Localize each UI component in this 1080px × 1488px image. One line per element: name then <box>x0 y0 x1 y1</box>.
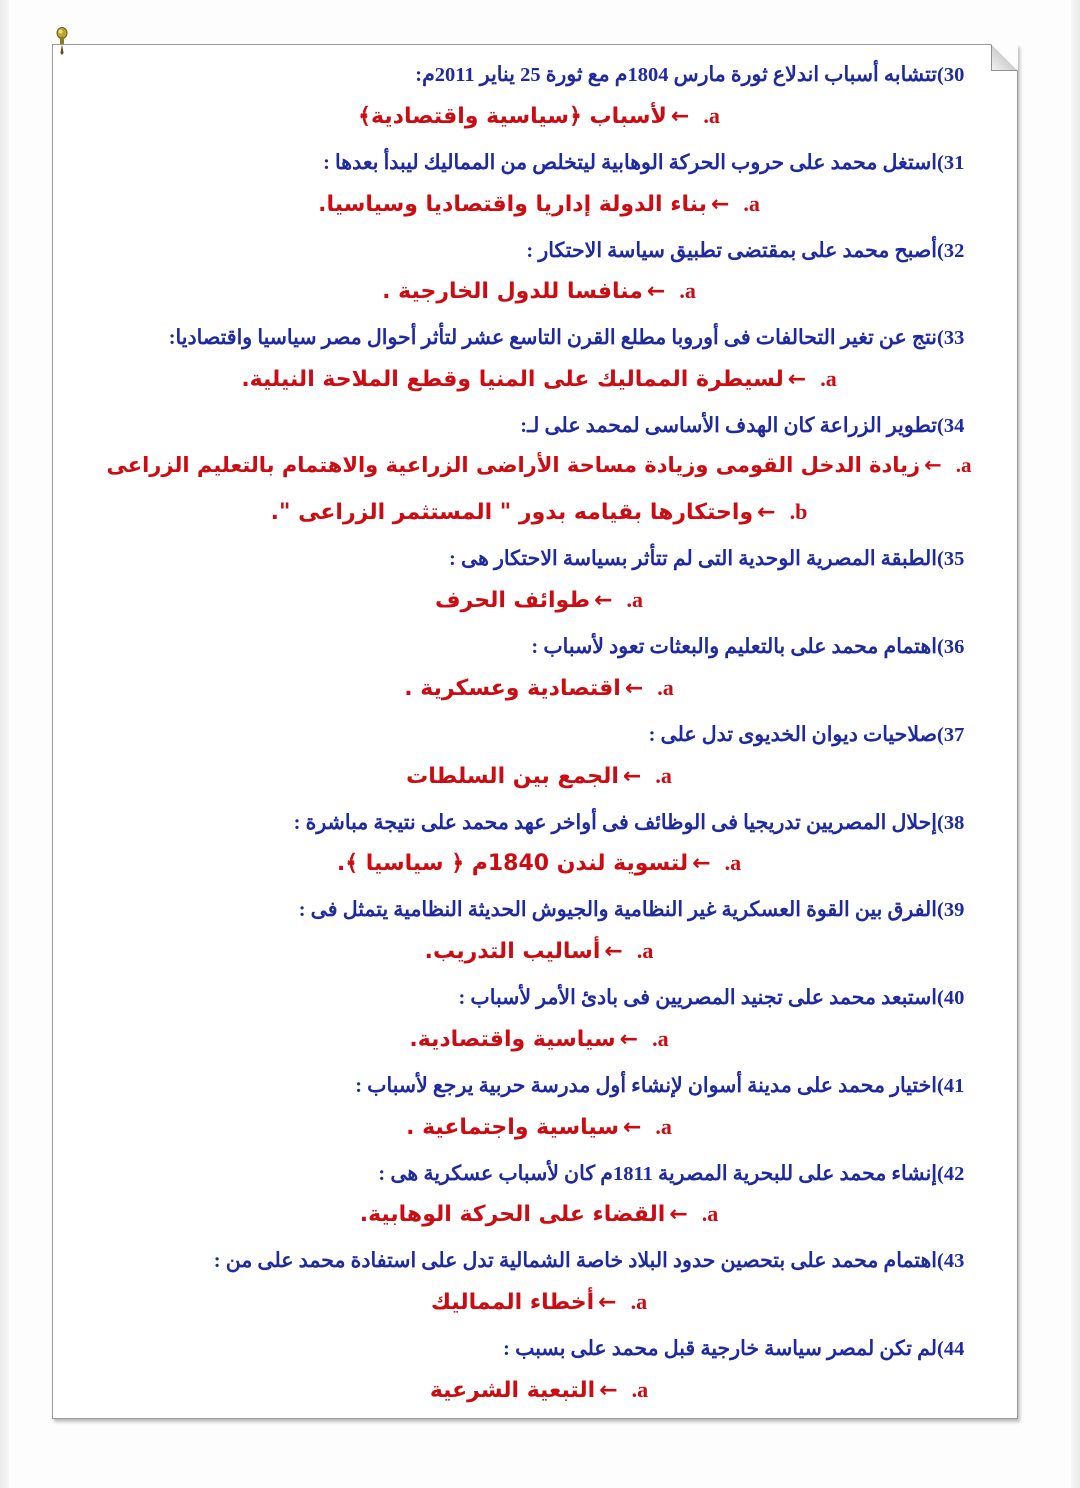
answer-line <box>83 1371 995 1413</box>
question-text: اختيار محمد على مدينة أسوان لإنشاء أول مدرسة حربية يرجع لأسباب : <box>355 1074 937 1097</box>
answer-line <box>83 97 995 139</box>
answer-text: الجمع بين السلطات <box>406 763 619 789</box>
answer-label: .a <box>636 938 654 964</box>
answer-text: سياسية واجتماعية . <box>406 1114 619 1140</box>
answer-label: .a <box>626 587 643 613</box>
question-text: إنشاء محمد على للبحرية المصرية 1811م كان لأسباب عسكرية هى : <box>378 1162 937 1185</box>
question-text: إحلال المصريين تدريجيا فى الوظائف فى أواخر عهد محمد على نتيجة مباشرة : <box>293 811 937 834</box>
question-number: (42 <box>937 1162 965 1185</box>
question-line <box>83 1331 995 1369</box>
answer-text: طوائف الحرف <box>434 588 591 614</box>
answer-label: .a <box>701 1201 719 1227</box>
answer-text: منافسا للدول الخارجية . <box>382 279 643 305</box>
answer-label: .a <box>703 102 720 128</box>
question-number: (32 <box>937 239 965 262</box>
answer-text: لأسباب ﴿سياسية واقتصادية﴾ <box>358 103 667 129</box>
question-block <box>83 1331 995 1413</box>
question-block <box>83 892 995 974</box>
arrow-icon: ← <box>710 191 730 217</box>
answer-label: .a <box>724 850 742 876</box>
question-number: (37 <box>937 723 965 746</box>
answer-label: .a <box>655 1113 672 1139</box>
answer-line <box>83 581 995 623</box>
question-line <box>83 717 995 755</box>
question-number: (35 <box>937 548 965 571</box>
answer-label: .a <box>955 452 972 477</box>
answer-line <box>83 360 995 402</box>
question-line <box>83 629 995 667</box>
answer-line <box>83 493 995 535</box>
answer-line <box>83 185 995 227</box>
answer-line <box>83 1195 995 1237</box>
answer-text: لتسوية لندن 1840م ﴿ سياسيا ﴾. <box>336 851 689 877</box>
arrow-icon: ← <box>594 588 613 614</box>
answer-label: .a <box>820 366 837 392</box>
question-block <box>83 541 995 623</box>
answer-text: لسيطرة المماليك على المنيا وقطع الملاحة النيلية. <box>241 367 784 393</box>
answer-text: اقتصادية وعسكرية . <box>404 675 621 701</box>
answer-text: بناء الدولة إداريا واقتصاديا وسياسيا. <box>318 191 707 217</box>
question-line <box>83 1243 995 1281</box>
question-text: استبعد محمد على تجنيد المصريين فى بادئ الأمر لأسباب : <box>458 987 937 1010</box>
question-line <box>83 57 995 95</box>
arrow-icon: ← <box>692 851 711 877</box>
answer-line <box>83 844 995 886</box>
question-block <box>83 320 995 402</box>
answer-text: أساليب التدريب. <box>424 939 601 965</box>
answer-text: زيادة الدخل القومى وزيادة مساحة الأراضى الزراعية والاهتمام بالتعليم الزراعى <box>106 452 921 477</box>
answer-label: .a <box>657 674 674 700</box>
question-text: الفرق بين القوة العسكرية غير النظامية والجيوش الحديثة النظامية يتمثل فى : <box>298 899 937 922</box>
arrow-icon: ← <box>787 367 807 393</box>
question-block <box>83 717 995 799</box>
answer-line <box>83 1283 995 1325</box>
question-line <box>83 892 995 930</box>
answer-label: .a <box>655 762 672 788</box>
answer-line <box>83 1020 995 1062</box>
question-text: استغل محمد على حروب الحركة الوهابية ليتخلص من المماليك ليبدأ بعدها : <box>323 151 937 174</box>
question-line <box>83 805 995 843</box>
arrow-icon: ← <box>670 103 690 129</box>
page-left-edge <box>0 0 9 1488</box>
question-text: تطوير الزراعة كان الهدف الأساسى لمحمد على لـ: <box>520 415 937 438</box>
question-block <box>83 1243 995 1325</box>
answer-text: القضاء على الحركة الوهابية. <box>359 1202 666 1228</box>
question-number: (44 <box>937 1338 965 1361</box>
answer-text: سياسية واقتصادية. <box>409 1026 616 1052</box>
arrow-icon: ← <box>924 452 942 477</box>
question-block <box>83 233 995 315</box>
questions-list <box>53 57 1017 1419</box>
arrow-icon: ← <box>757 500 776 526</box>
answer-line <box>83 272 995 314</box>
answer-label: .a <box>743 190 760 216</box>
thumbtack-icon <box>54 26 70 56</box>
question-line <box>83 1156 995 1194</box>
question-line <box>83 145 995 183</box>
answer-line <box>83 669 995 711</box>
question-block <box>83 980 995 1062</box>
question-line <box>83 980 995 1018</box>
answer-label: .a <box>679 278 696 304</box>
answer-label: .a <box>630 1289 648 1315</box>
answer-label: .a <box>631 1376 649 1402</box>
question-number: (31 <box>937 151 965 174</box>
answer-line <box>83 448 995 488</box>
answer-label: .a <box>652 1025 669 1051</box>
question-number: (30 <box>937 64 965 86</box>
answer-label: .b <box>789 499 808 525</box>
arrow-icon: ← <box>624 675 644 701</box>
answer-line <box>83 1108 995 1150</box>
question-text: الطبقة المصرية الوحدية التى لم تتأثر بسياسة الاحتكار هى : <box>449 548 937 571</box>
question-number: (38 <box>937 811 965 834</box>
question-number: (40 <box>937 987 965 1010</box>
question-line <box>83 320 995 358</box>
arrow-icon: ← <box>669 1202 688 1228</box>
question-number: (36 <box>937 636 965 659</box>
question-block <box>83 629 995 711</box>
question-text: لم تكن لمصر سياسة خارجية قبل محمد على بسبب : <box>503 1338 937 1361</box>
question-text: اهتمام محمد على بالتعليم والبعثات تعود لأسباب : <box>531 636 937 659</box>
answer-text: التبعية الشرعية <box>429 1377 596 1403</box>
question-number: (43 <box>937 1250 965 1273</box>
page-right-edge <box>1071 0 1080 1488</box>
arrow-icon: ← <box>622 1114 642 1140</box>
question-block <box>83 408 995 535</box>
worksheet-sheet <box>52 44 1018 1419</box>
question-text: اهتمام محمد على بتحصين حدود البلاد خاصة الشمالية تدل على استفادة محمد على من : <box>213 1250 937 1273</box>
question-text: تتشابه أسباب اندلاع ثورة مارس 1804م مع ثورة 25 يناير 2011م: <box>415 64 937 86</box>
question-number: (33 <box>937 327 965 350</box>
question-block <box>83 1156 995 1238</box>
arrow-icon: ← <box>599 1377 618 1403</box>
answer-line <box>83 757 995 799</box>
answer-line <box>83 932 995 974</box>
arrow-icon: ← <box>598 1290 617 1316</box>
question-block <box>83 57 995 139</box>
arrow-icon: ← <box>619 1026 639 1052</box>
question-line <box>83 408 995 446</box>
question-block <box>83 805 995 887</box>
question-line <box>83 233 995 271</box>
question-text: نتج عن تغير التحالفات فى أوروبا مطلع القرن التاسع عشر لتأثر أحوال مصر سياسيا واقتصاديا: <box>168 327 937 350</box>
question-line <box>83 541 995 579</box>
question-block <box>83 145 995 227</box>
question-number: (41 <box>937 1074 965 1097</box>
arrow-icon: ← <box>604 939 623 965</box>
question-line <box>83 1068 995 1106</box>
question-text: أصبح محمد على بمقتضى تطبيق سياسة الاحتكار : <box>526 239 937 262</box>
question-text: صلاحيات ديوان الخديوى تدل على : <box>648 723 937 746</box>
arrow-icon: ← <box>622 763 642 789</box>
answer-text: أخطاء المماليك <box>430 1290 595 1316</box>
question-number: (34 <box>937 415 965 438</box>
answer-text: واحتكارها بقيامه بدور " المستثمر الزراعى ". <box>270 500 754 526</box>
arrow-icon: ← <box>646 279 666 305</box>
question-block <box>83 1068 995 1150</box>
question-number: (39 <box>937 899 965 922</box>
